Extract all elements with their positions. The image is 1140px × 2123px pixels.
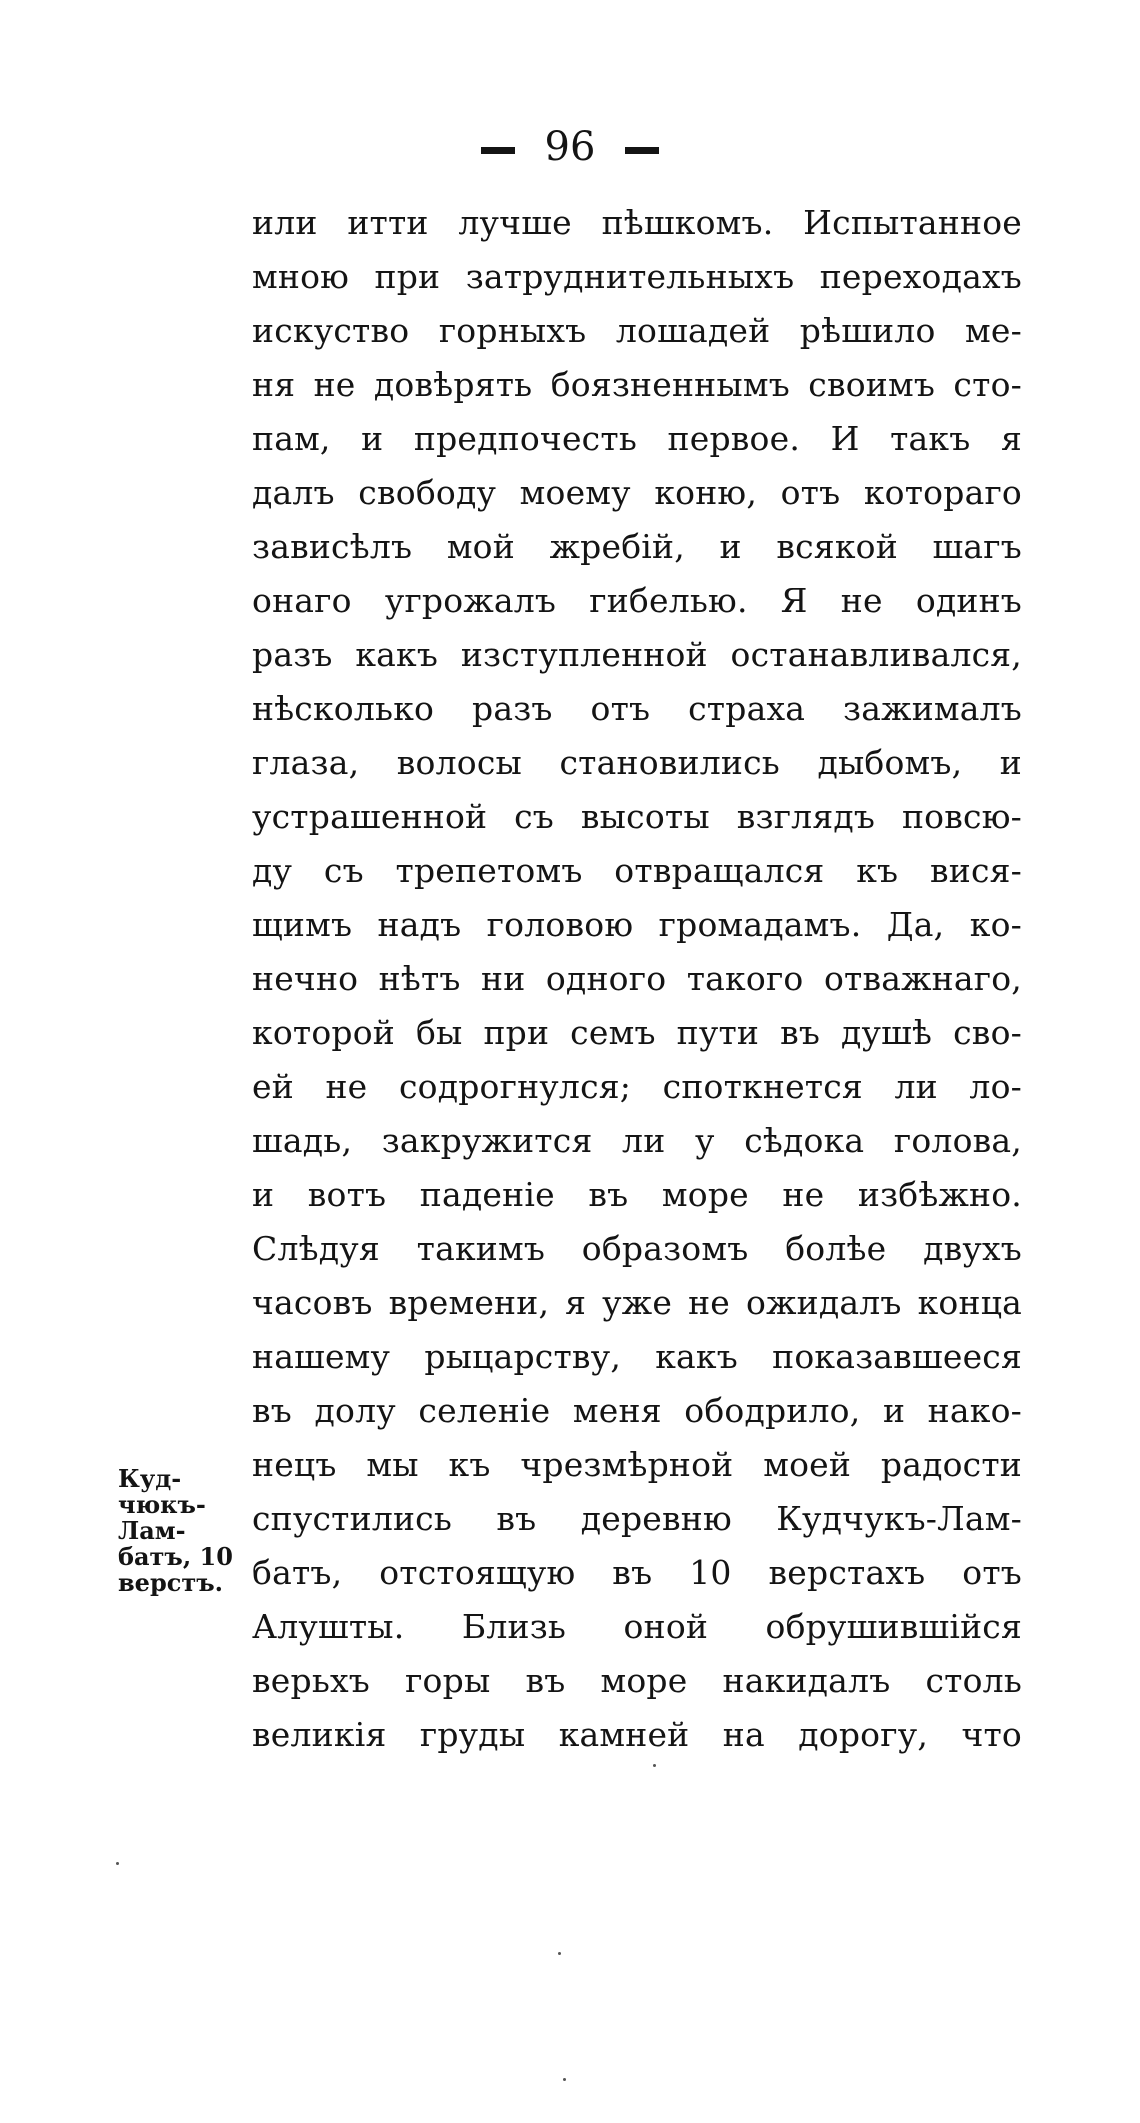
margin-note-line: батъ, 10	[118, 1542, 233, 1571]
paper-speck	[653, 1764, 656, 1767]
text-line: спустились въ деревню Кудчукъ-Лам-	[252, 1499, 1022, 1538]
text-line: нечно нѣтъ ни одного такого отважнаго,	[252, 959, 1022, 998]
text-line: мною при затруднительныхъ переходахъ	[252, 257, 1022, 296]
paper-speck	[116, 1862, 119, 1865]
text-line: нѣсколько разъ отъ страха зажималъ	[252, 689, 1022, 728]
margin-note-line: Куд-	[118, 1464, 182, 1493]
text-line: ня не довѣрять боязненнымъ своимъ сто-	[252, 365, 1022, 404]
text-line: нашему рыцарству, какъ показавшееся	[252, 1337, 1022, 1376]
text-line: глаза, волосы становились дыбомъ, и	[252, 743, 1022, 782]
margin-note	[118, 1466, 268, 1596]
page-header	[0, 122, 1140, 172]
text-line: верьхъ горы въ море накидалъ столь	[252, 1661, 1022, 1700]
text-line: ду съ трепетомъ отвращался къ вися-	[252, 851, 1022, 890]
text-line: онаго угрожалъ гибелью. Я не одинъ	[252, 581, 1022, 620]
text-line: Слѣдуя такимъ образомъ болѣе двухъ	[252, 1229, 1022, 1268]
text-line: батъ, отстоящую въ 10 верстахъ отъ	[252, 1553, 1022, 1592]
text-line: великія груды камней на дорогу, что	[252, 1715, 1022, 1754]
dash-right	[625, 147, 659, 154]
text-line: зависѣлъ мой жребій, и всякой шагъ	[252, 527, 1022, 566]
text-line: въ долу селеніе меня ободрило, и нако-	[252, 1391, 1022, 1430]
text-line: или итти лучше пѣшкомъ. Испытанное	[252, 203, 1022, 242]
body-text	[252, 196, 1022, 1762]
text-line: Алушты. Близь оной обрушившійся	[252, 1607, 1022, 1646]
text-line: которой бы при семъ пути въ душѣ сво-	[252, 1013, 1022, 1052]
text-line: искуство горныхъ лошадей рѣшило ме-	[252, 311, 1022, 350]
text-line: пам, и предпочесть первое. И такъ я	[252, 419, 1022, 458]
text-line: часовъ времени, я уже не ожидалъ конца	[252, 1283, 1022, 1322]
text-line: и вотъ паденіе въ море не избѣжно.	[252, 1175, 1022, 1214]
text-line: ей не содрогнулся; споткнется ли ло-	[252, 1067, 1022, 1106]
paper-speck	[558, 1952, 561, 1955]
margin-note-line: Лам-	[118, 1516, 186, 1545]
text-line: далъ свободу моему коню, отъ котораго	[252, 473, 1022, 512]
page-number: 96	[544, 124, 596, 170]
text-line: нецъ мы къ чрезмѣрной моей радости	[252, 1445, 1022, 1484]
margin-note-line: верстъ.	[118, 1568, 223, 1597]
dash-left	[481, 147, 515, 154]
text-line: щимъ надъ головою громадамъ. Да, ко-	[252, 905, 1022, 944]
margin-note-line: чюкъ-	[118, 1490, 206, 1519]
text-line: разъ какъ изступленной останавливался,	[252, 635, 1022, 674]
paper-speck	[563, 2078, 566, 2081]
text-line: устрашенной съ высоты взглядъ повсю-	[252, 797, 1022, 836]
text-line: шадь, закружится ли у сѣдока голова,	[252, 1121, 1022, 1160]
